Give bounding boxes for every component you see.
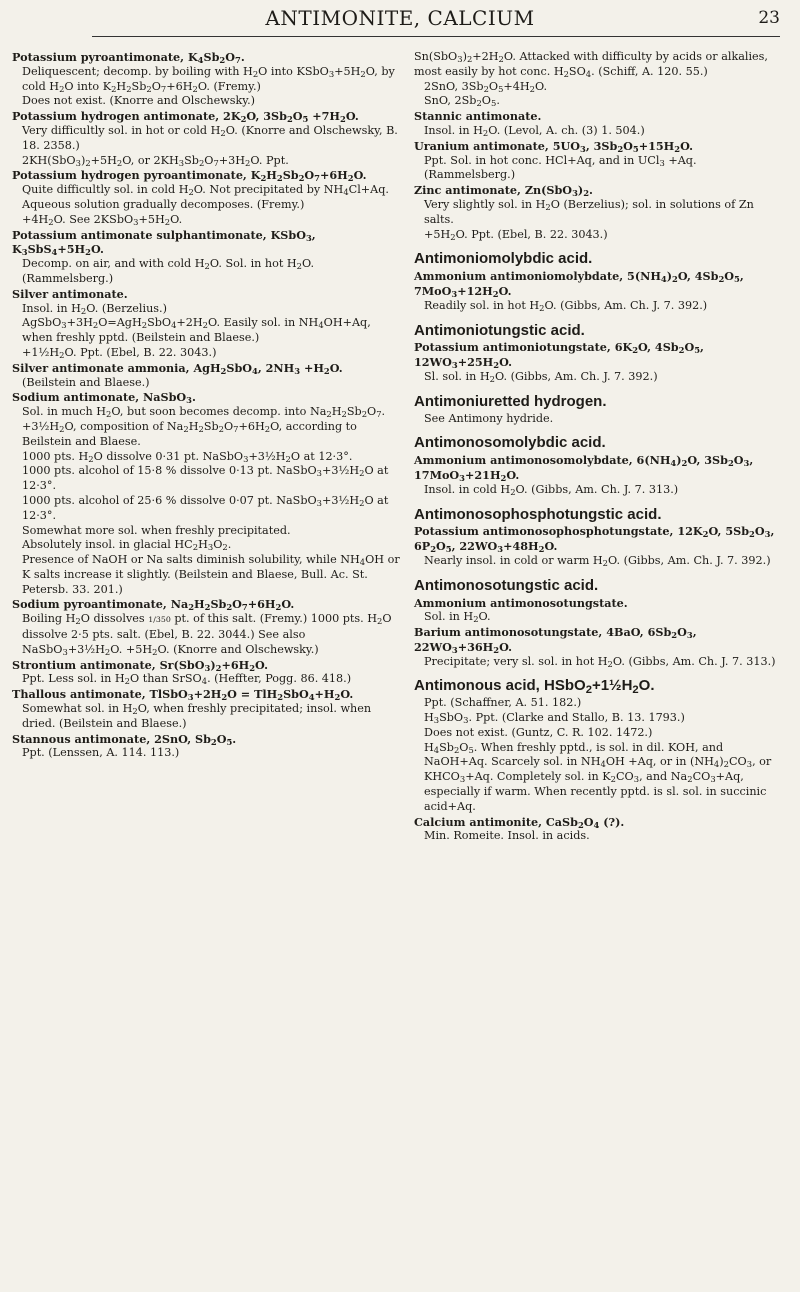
entry-text: Precipitate; very sl. sol. in hot $H_2O$. (Gibbs, Am. Ch. J. 7. 313.) <box>424 654 776 669</box>
entry-heading: Potassium hydrogen antimonate, $2K_2O$, $3Sb_2O_5 +7H_2O$. <box>12 109 359 125</box>
entry-text: Sol. in $H_2O$. <box>424 610 491 625</box>
left-column <box>12 50 400 761</box>
entry-text: Nearly insol. in cold or warm $H_2O$. (Gibbs, Am. Ch. J. 7. 392.) <box>424 553 771 568</box>
entry-text: Very slightly sol. in $H_2O$ (Berzelius); sol. in solutions of Zn salts. <box>424 197 754 226</box>
entry-text: Presence of NaOH or Na salts diminish solubility, while $NH_4OH$ or K salts increase it slightly. (Beilstein and Blaese, Bull. Ac. St. Petersb. 33. 201.) <box>22 553 400 596</box>
entry-text: SnO, $2Sb_2O_5$. <box>424 94 500 109</box>
entry-heading: Ammonium antimonosomolybdate, $6(NH_4)_2O$, $3Sb_2O_3$, $17MoO_3+21H_2O$. <box>414 453 754 484</box>
entry-heading: Silver antimonate. <box>12 286 128 301</box>
entry-text: 1000 pts. alcohol of 15·8 % dissolve 0·13 pt. $NaSbO_3+3\frac{1}{2}H_2O$ at 12·3°. <box>22 464 389 493</box>
entry-heading: Stannous antimonate, 2SnO, $Sb_2O_5$. <box>12 731 237 747</box>
entry-text: $+1\frac{1}{2}H_2O$. Ppt. (Ebel, B. 22. 3043.) <box>22 345 217 361</box>
entry-text: 1000 pts. $H_2O$ dissolve 0·31 pt. $NaSbO_3+3\frac{1}{2}H_2O$ at 12·3°. <box>22 449 353 464</box>
entry-text: Very difficultly sol. in hot or cold $H_2O$. (Knorre and Olschewsky, B. 18. 2358.) <box>22 123 398 152</box>
entry-text: Ppt. Less sol. in $H_2O$ than SrSO$_4$. (Heffter, Pogg. 86. 418.) <box>22 672 352 687</box>
page-header <box>0 2 800 38</box>
entry-text: Insol. in cold $H_2O$. (Gibbs, Am. Ch. J. 7. 313.) <box>424 482 679 497</box>
entry-text: Sl. sol. in $H_2O$. (Gibbs, Am. Ch. J. 7. 392.) <box>424 369 658 385</box>
entry-heading: Thallous antimonate, $TlSbO_3+2H_2O = TlH_2SbO_4+H_2O$. <box>12 687 354 703</box>
entry-heading: Sodium pyroantimonate, $Na_2H_2Sb_2O_7+6H_2O$. <box>12 597 295 613</box>
entry-heading: Potassium antimonosophosphotungstate, $12K_2O$, $5Sb_2O_3$, $6P_2O_5$, $22WO_3+48H_2O$. <box>414 524 775 555</box>
section-heading: Antimoniuretted hydrogen. <box>414 392 607 410</box>
entry-text: Min. Romeite. Insol. in acids. <box>424 829 590 843</box>
page-number: 23 <box>758 8 780 28</box>
entry-text: Quite difficultly sol. in cold $H_2O$. Not precipitated by $NH_4Cl+Aq$. Aqueous solution gradually decomposes. (Fremy.) <box>22 183 389 211</box>
entry-text: See Antimony hydride. <box>424 411 554 425</box>
entry-heading: Potassium antimoniotungstate, $6K_2O$, $4Sb_2O_5$, $12WO_3+25H_2O$. <box>414 340 704 371</box>
entry-text: Boiling $H_2O$ dissolves 1/350 pt. of this salt. (Fremy.) 1000 pts. $H_2O$ dissolve 2·5 pts. salt. (Ebel, B. 22. 3044.) See also $NaSbO_3+3\frac{1}{2}H_2O$. $+5H_2O$. (Knorre and Olschewsky.) <box>22 612 392 657</box>
entry-heading: Uranium antimonate, $5UO_3$, $3Sb_2O_5+15H_2O$. <box>414 138 694 154</box>
entry-text: Does not exist. (Guntz, C. R. 102. 1472.) <box>424 725 653 739</box>
section-heading: Antimoniomolybdic acid. <box>414 250 593 268</box>
entry-heading: Zinc antimonate, $Zn(SbO_3)_2$. <box>414 183 593 199</box>
entry-heading: Potassium hydrogen pyroantimonate, $K_2H_2Sb_2O_7+6H_2O$. <box>12 168 367 184</box>
entry-text: $H_3SbO_3$. Ppt. (Clarke and Stallo, B. 13. 1793.) <box>424 711 685 726</box>
entry-text: Decomp. on air, and with cold $H_2O$. Sol. in hot $H_2O$. (Rammelsberg.) <box>22 257 315 285</box>
header-rule <box>92 36 780 37</box>
entry-text: $2KH(SbO_3)_2+5H_2O$, or $2KH_3Sb_2O_7+3H_2O$. Ppt. <box>22 153 289 168</box>
running-title: ANTIMONITE, CALCIUM <box>265 6 535 30</box>
entry-text: Ppt. (Schaffner, A. 51. 182.) <box>424 696 582 710</box>
entry-text: Insol. in $H_2O$. (Berzelius.) <box>22 301 167 316</box>
entry-text: Does not exist. (Knorre and Olschewsky.) <box>22 94 256 108</box>
entry-text: $H_4Sb_2O_5$. When freshly pptd., is sol. in dil. KOH, and NaOH+Aq. Scarcely sol. in $NH_4OH +Aq$, or in $(NH_4)_2CO_3$, or $KHCO_3+Aq$. Completely sol. in $K_2CO_3$, and $Na_2CO_3+Aq$, especially if warm. When recently pptd. is sl. sol. in succinic acid+Aq. <box>424 740 772 813</box>
section-heading: Antimonosotungstic acid. <box>414 576 599 594</box>
entry-text: (Beilstein and Blaese.) <box>22 375 150 389</box>
entry-heading: Sodium antimonate, NaSbO$_3$. <box>12 390 196 406</box>
section-heading: Antimonous acid, $HSbO_2+1\frac{1}{2}H_2O$. <box>414 677 655 697</box>
section-heading: Antimonosophosphotungstic acid. <box>414 505 662 523</box>
right-column <box>414 50 784 844</box>
entry-text: 2SnO, $3Sb_2O_5+4H_2O$. <box>424 79 548 94</box>
entry-text: Ppt. (Lenssen, A. 114. 113.) <box>22 746 180 760</box>
entry-text: Deliquescent; decomp. by boiling with $H_2O$ into $KSbO_3+5H_2O$, by cold $H_2O$ into $K_2H_2Sb_2O_7+6H_2O$. (Fremy.) <box>22 64 395 94</box>
entry-heading: Potassium pyroantimonate, $K_4Sb_2O_7$. <box>12 50 245 66</box>
entry-text: $+5H_2O$. Ppt. (Ebel, B. 22. 3043.) <box>424 227 608 242</box>
entry-text: Readily sol. in hot $H_2O$. (Gibbs, Am. Ch. J. 7. 392.) <box>424 298 708 313</box>
entry-heading: Barium antimonosotungstate, 4BaO, $6Sb_2O_3$, $22WO_3+36H_2O$. <box>414 625 697 655</box>
entry-heading: Stannic antimonate. <box>414 109 542 124</box>
section-heading: Antimoniotungstic acid. <box>414 321 585 339</box>
entry-text: Somewhat more sol. when freshly precipitated. <box>22 523 291 537</box>
entry-text: $+4H_2O$. See $2KSbO_3+5H_2O$. <box>22 212 183 227</box>
entry-heading: Strontium antimonate, $Sr(SbO_3)_2+6H_2O$. <box>12 657 268 673</box>
entry-text: $Sn(SbO_3)_2+2H_2O$. Attacked with difficulty by acids or alkalies, most easily by hot conc. $H_2SO_4$. (Schiff, A. 120. 55.) <box>414 50 768 79</box>
entry-text: Sol. in much $H_2O$, but soon becomes decomp. into $Na_2H_2Sb_2O_7$. <box>22 405 386 420</box>
entry-text: Absolutely insol. in glacial $HC_2H_3O_2$. <box>22 538 232 553</box>
entry-heading: Silver antimonate ammonia, AgH$_2$SbO$_4$, $2NH_3 +H_2O$. <box>12 360 343 376</box>
entry-text: 1000 pts. alcohol of 25·6 % dissolve 0·07 pt. $NaSbO_3+3\frac{1}{2}H_2O$ at 12·3°. <box>22 493 389 522</box>
section-heading: Antimonosomolybdic acid. <box>414 434 606 452</box>
entry-heading: Calcium antimonite, $CaSb_2O_4$ (?). <box>414 814 625 830</box>
entry-text: Ppt. Sol. in hot conc. HCl+Aq, and in UCl$_3$ +Aq. (Rammelsberg.) <box>424 153 697 182</box>
entry-text: Insol. in $H_2O$. (Levol, A. ch. (3) 1. 504.) <box>424 123 645 139</box>
entry-heading: Ammonium antimoniomolybdate, $5(NH_4)_2O$, $4Sb_2O_5$, $7MoO_3+12H_2O$. <box>414 269 744 300</box>
entry-heading: Potassium antimonate sulphantimonate, KSbO$_3$, $K_3SbS_4+5H_2O$. <box>12 227 316 258</box>
entry-text: $AgSbO_3+3H_2O=AgH_2SbO_4+2H_2O$. Easily sol. in $NH_4OH+Aq$, when freshly pptd. (Beilstein and Blaese.) <box>22 316 371 345</box>
entry-text: $+3\frac{1}{2}H_2O$, composition of $Na_2H_2Sb_2O_7+6H_2O$, according to Beilstein and Blaese. <box>22 419 357 448</box>
entry-heading: Ammonium antimonosotungstate. <box>414 595 628 610</box>
entry-text: Somewhat sol. in $H_2O$, when freshly precipitated; insol. when dried. (Beilstein and Blaese.) <box>22 702 372 730</box>
